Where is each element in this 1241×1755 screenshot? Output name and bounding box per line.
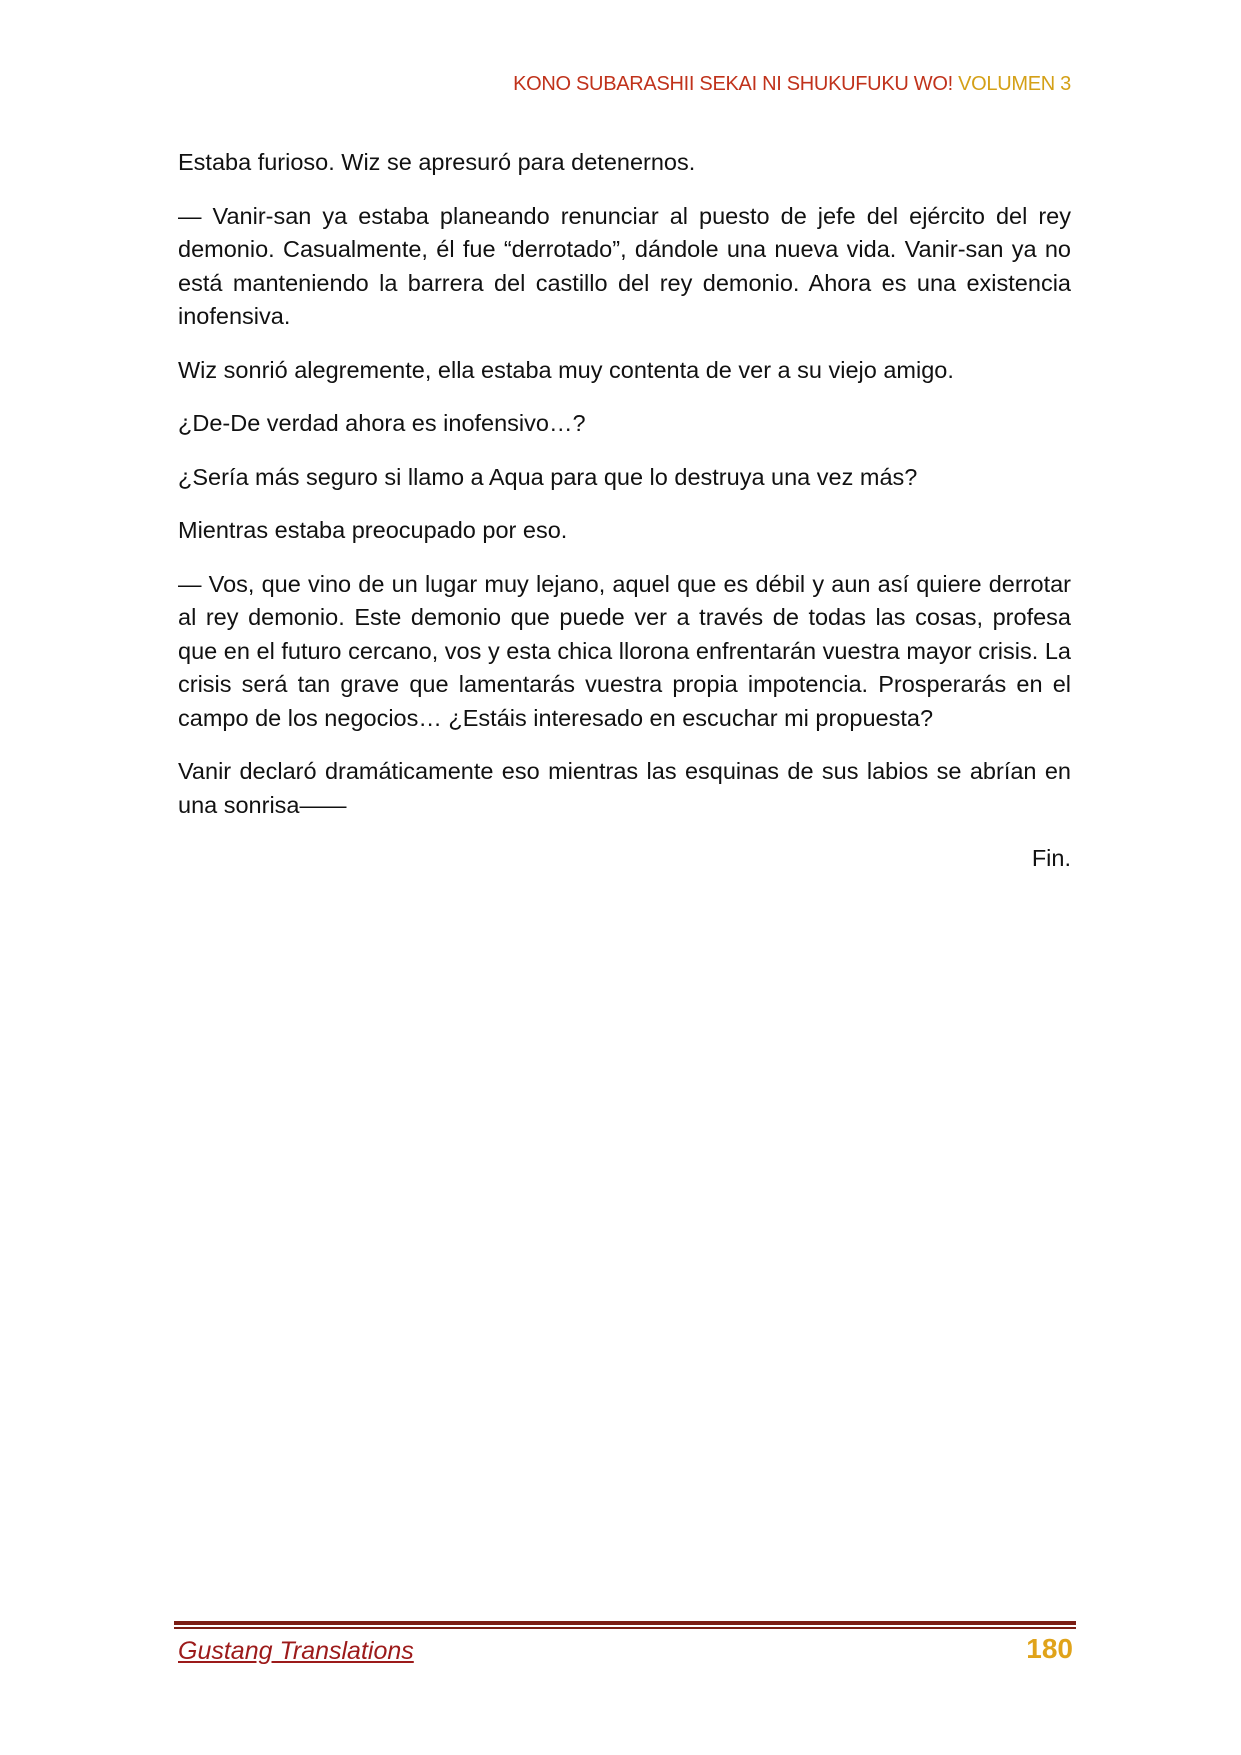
paragraph: ¿De-De verdad ahora es inofensivo…? xyxy=(178,410,586,436)
ending-text: Fin. xyxy=(1031,845,1071,871)
paragraph: ¿Sería más seguro si llamo a Aqua para que lo destruya una vez más? xyxy=(178,463,918,490)
paragraph: Vanir declaró dramáticamente eso mientras las esquinas de sus labios se abrían en una sonrisa—— xyxy=(178,758,1071,818)
running-header-series-title: KONO SUBARASHII SEKAI NI SHUKUFUKU WO! xyxy=(513,73,959,95)
footer-credit: Gustang Translations xyxy=(178,1637,414,1665)
paragraph: Estaba furioso. Wiz se apresuró para detenernos. xyxy=(178,149,696,175)
body-text xyxy=(178,146,1071,896)
page-number: 180 xyxy=(1026,1633,1073,1664)
paragraph: — Vos, que vino de un lugar muy lejano, aquel que es débil y aun así quiere derrotar al rey demonio. Este demonio que puede ver a través de todas las cosas, profesa que en el futuro cercano, vos y esta chica llorona enfrentarán vuestra mayor crisis. La crisis será tan grave que lamentarás vuestra propia impotencia. Prosperarás en el campo de los negocios… ¿Estáis interesado en escuchar mi propuesta? xyxy=(178,570,1071,731)
paragraph: Mientras estaba preocupado por eso. xyxy=(178,517,568,543)
running-header xyxy=(513,73,1071,96)
running-header-volume: VOLUMEN 3 xyxy=(958,73,1071,95)
paragraph: — Vanir-san ya estaba planeando renunciar al puesto de jefe del ejército del rey demonio. Casualmente, él fue “derrotado”, dándole una nueva vida. Vanir-san ya no está manteniendo la barrera del castillo del rey demonio. Ahora es una existencia inofensiva. xyxy=(178,202,1071,329)
footer-rule-thin xyxy=(174,1627,1076,1629)
paragraph: Wiz sonrió alegremente, ella estaba muy contenta de ver a su viejo amigo. xyxy=(178,356,954,383)
footer-rule xyxy=(174,1621,1076,1625)
